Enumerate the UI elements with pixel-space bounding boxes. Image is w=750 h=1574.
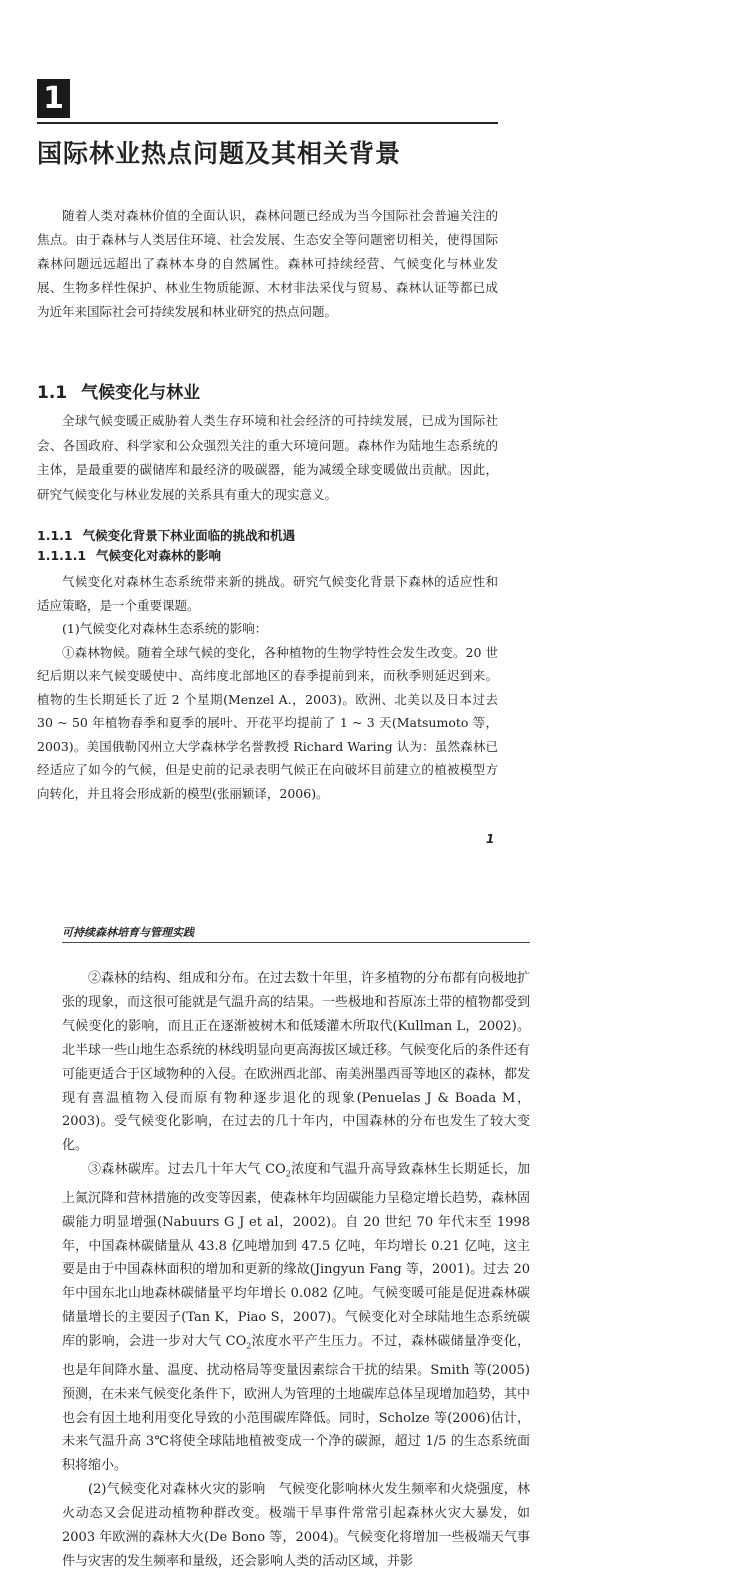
- chapter-number: 1: [37, 79, 70, 118]
- subsection-title: 气候变化背景下林业面临的挑战和机遇: [82, 528, 296, 543]
- section-paragraph: 全球气候变暖正威胁着人类生存环境和社会经济的可持续发展，已成为国际社会、各国政府、科学家和公众强烈关注的重大环境问题。森林作为陆地生态系统的主体，是最重要的碳储库和最经济的吸碳器，能为减缓全球变暖做出贡献。因此，研究气候变化与林业发展的关系具有重大的现实意义。: [37, 413, 498, 502]
- subsubsection-heading-1-1-1-1: [37, 546, 221, 566]
- chapter-title: 国际林业热点问题及其相关背景: [37, 139, 402, 168]
- text-run: 浓度和气温升高导致森林生长期延长，加上氮沉降和营林措施的改变等因素，使森林年均固碳能力呈稳定增长趋势，森林固碳能力明显增强(Nabuurs G J et al，2002)。自 20 世纪 70 年代末至 1998 年，中国森林碳储量从 43.8 亿吨增加到 47.5 亿吨，年均增长 0.21 亿吨，这主要是由于中国森林面积的增加和更新的缘故(Jingyun Fang 等，2001)。过去 20 年中国东北山地森林碳储量平均年增长 0.082 亿吨。气候变暖可能是促进森林碳储量增长的主要因子(Tan K，Piao S，2007)。气候变化对全球陆地生态系统碳库的影响，会进一步对大气 CO: [62, 1162, 531, 1350]
- subsection-number: 1.1.1: [37, 528, 73, 543]
- section-1-1-1-1-body: [37, 570, 498, 805]
- section-heading-1-1: [37, 378, 200, 403]
- chapter-divider: [37, 122, 498, 124]
- chapter-intro: [37, 204, 498, 324]
- subsubsection-title: 气候变化对森林的影响: [96, 548, 222, 563]
- section-number: 1.1: [37, 383, 68, 403]
- intro-paragraph: 随着人类对森林价值的全面认识，森林问题已经成为当今国际社会普遍关注的焦点。由于森林与人类居住环境、社会发展、生态安全等问题密切相关，使得国际森林问题远远超出了森林本身的自然属性。森林可持续经营、气候变化与林业发展、生物多样性保护、林业生物质能源、木材非法采伐与贸易、森林认证等都已成为近年来国际社会可持续发展和林业研究的热点问题。: [37, 208, 498, 319]
- text-run: ③森林碳库。过去几十年大气 CO: [88, 1162, 286, 1178]
- subsubsection-number: 1.1.1.1: [37, 548, 87, 563]
- body-paragraph: 气候变化对森林生态系统带来新的挑战。研究气候变化背景下森林的适应性和适应策略，是一个重要课题。: [37, 574, 498, 613]
- body-paragraph: ①森林物候。随着全球气候的变化，各种植物的生物学特性会发生改变。20 世纪后期以来气候变暖使中、高纬度北部地区的春季提前到来，而秋季则延迟到来。植物的生长期延长了近 2 个星期(Menzel A.，2003)。欧洲、北美以及日本过去 30 ~ 50 年植物春季和夏季的展叶、开花平均提前了 1 ~ 3 天(Matsumoto 等，2003)。美国俄勒冈州立大学森林学名誉教授 Richard Waring 认为：虽然森林已经适应了如今的气候，但是史前的记录表明气候正在向破坏目前建立的植被模型方向转化，并且将会形成新的模型(张丽颖译，2006)。: [37, 644, 498, 801]
- body-paragraph: (1)气候变化对森林生态系统的影响：: [62, 621, 268, 636]
- body-paragraph: [62, 1158, 530, 1478]
- section-title: 气候变化与林业: [81, 383, 201, 403]
- running-head: 可持续森林培育与管理实践: [62, 926, 194, 939]
- page-number: 1: [486, 832, 495, 846]
- body-paragraph: ②森林的结构、组成和分布。在过去数十年里，许多植物的分布都有向极地扩张的现象，而这很可能就是气温升高的结果。一些极地和苔原冻土带的植物都受到气候变化的影响，而且正在逐渐被树木和低矮灌木所取代(Kullman L，2002)。北半球一些山地生态系统的林线明显向更高海拔区域迁移。气候变化后的条件还有可能更适合于区域物种的入侵。在欧洲西北部、南美洲墨西哥等地区的森林，都发现有喜温植物入侵而原有物种逐步退化的现象(Penuelas J & Boada M，2003)。受气候变化影响，在过去的几十年内，中国森林的分布也发生了较大变化。: [62, 971, 531, 1154]
- body-paragraph: (2)气候变化对森林火灾的影响 气候变化影响林火发生频率和火烧强度，林火动态又会促进动植物种群改变。极端干旱事件常常引起森林火灾大暴发，如 2003 年欧洲的森林大火(De Bono 等，2004)。气候变化将增加一些极端天气事件与灾害的发生频率和量级，还会影响人类的活动区域，并影: [62, 1482, 530, 1569]
- subscript: 2: [246, 1341, 252, 1351]
- page2-body: [62, 967, 530, 1574]
- section-1-1-body: [37, 409, 498, 507]
- running-head-rule: [62, 942, 530, 943]
- subsection-heading-1-1-1: [37, 526, 295, 546]
- text-run: 浓度水平产生压力。不过，森林碳储量净变化，也是年间降水量、温度、扰动格局等变量因素综合干扰的结果。Smith 等(2005)预测，在未来气候变化条件下，欧洲人为管理的土地碳库总体呈现增加趋势，其中也会有因土地利用变化导致的小范围碳库降低。同时，Scholze 等(2006)估计，未来气温升高 3℃将使全球陆地植被变成一个净的碳源，超过 1/5 的生态系统面积将缩小。: [62, 1334, 531, 1474]
- subscript: 2: [285, 1169, 291, 1179]
